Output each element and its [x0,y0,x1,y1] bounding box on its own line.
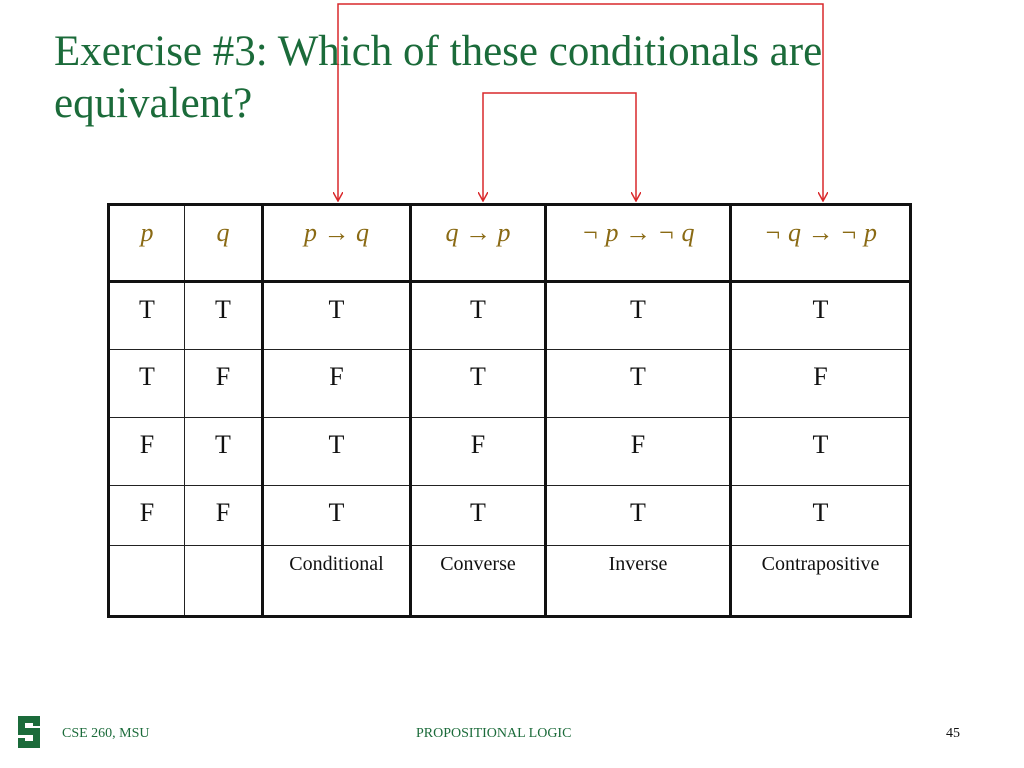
cell: T [263,282,411,350]
header-q: q [185,205,263,282]
label-converse: Converse [411,546,546,617]
cell: F [185,486,263,546]
cell: T [731,282,911,350]
msu-spartan-s-icon [14,714,44,750]
cell: F [109,418,185,486]
cell: T [109,350,185,418]
label-conditional: Conditional [263,546,411,617]
cell: T [263,486,411,546]
footer-page-number: 45 [946,726,960,741]
truth-table [107,203,912,618]
header-contrapositive: ¬ q → ¬ p [731,205,911,282]
cell: F [185,350,263,418]
footer-section: PROPOSITIONAL LOGIC [416,726,572,741]
slide-title: Exercise #3: Which of these conditionals are equivalent? [54,28,823,127]
header-p: p [109,205,185,282]
table-row [109,486,911,546]
label-contrapositive: Contrapositive [731,546,911,617]
cell: F [263,350,411,418]
arrow-converse-inverse [483,93,636,201]
cell: T [185,282,263,350]
header-conditional: p → q [263,205,411,282]
cell: T [185,418,263,486]
cell: F [411,418,546,486]
cell: T [731,418,911,486]
cell: T [411,486,546,546]
cell: T [411,282,546,350]
cell: T [546,282,731,350]
label-cell [185,546,263,617]
cell: T [546,350,731,418]
table-row [109,282,911,350]
cell: T [109,282,185,350]
table-row [109,418,911,486]
header-row [109,205,911,282]
arrow-conditional-contrapositive [338,4,823,201]
table-row [109,350,911,418]
label-row [109,546,911,617]
cell: T [546,486,731,546]
footer-course: CSE 260, MSU [62,726,150,741]
header-inverse: ¬ p → ¬ q [546,205,731,282]
cell: T [731,486,911,546]
cell: F [731,350,911,418]
label-inverse: Inverse [546,546,731,617]
cell: T [411,350,546,418]
header-converse: q → p [411,205,546,282]
cell: T [263,418,411,486]
cell: F [546,418,731,486]
label-cell [109,546,185,617]
cell: F [109,486,185,546]
